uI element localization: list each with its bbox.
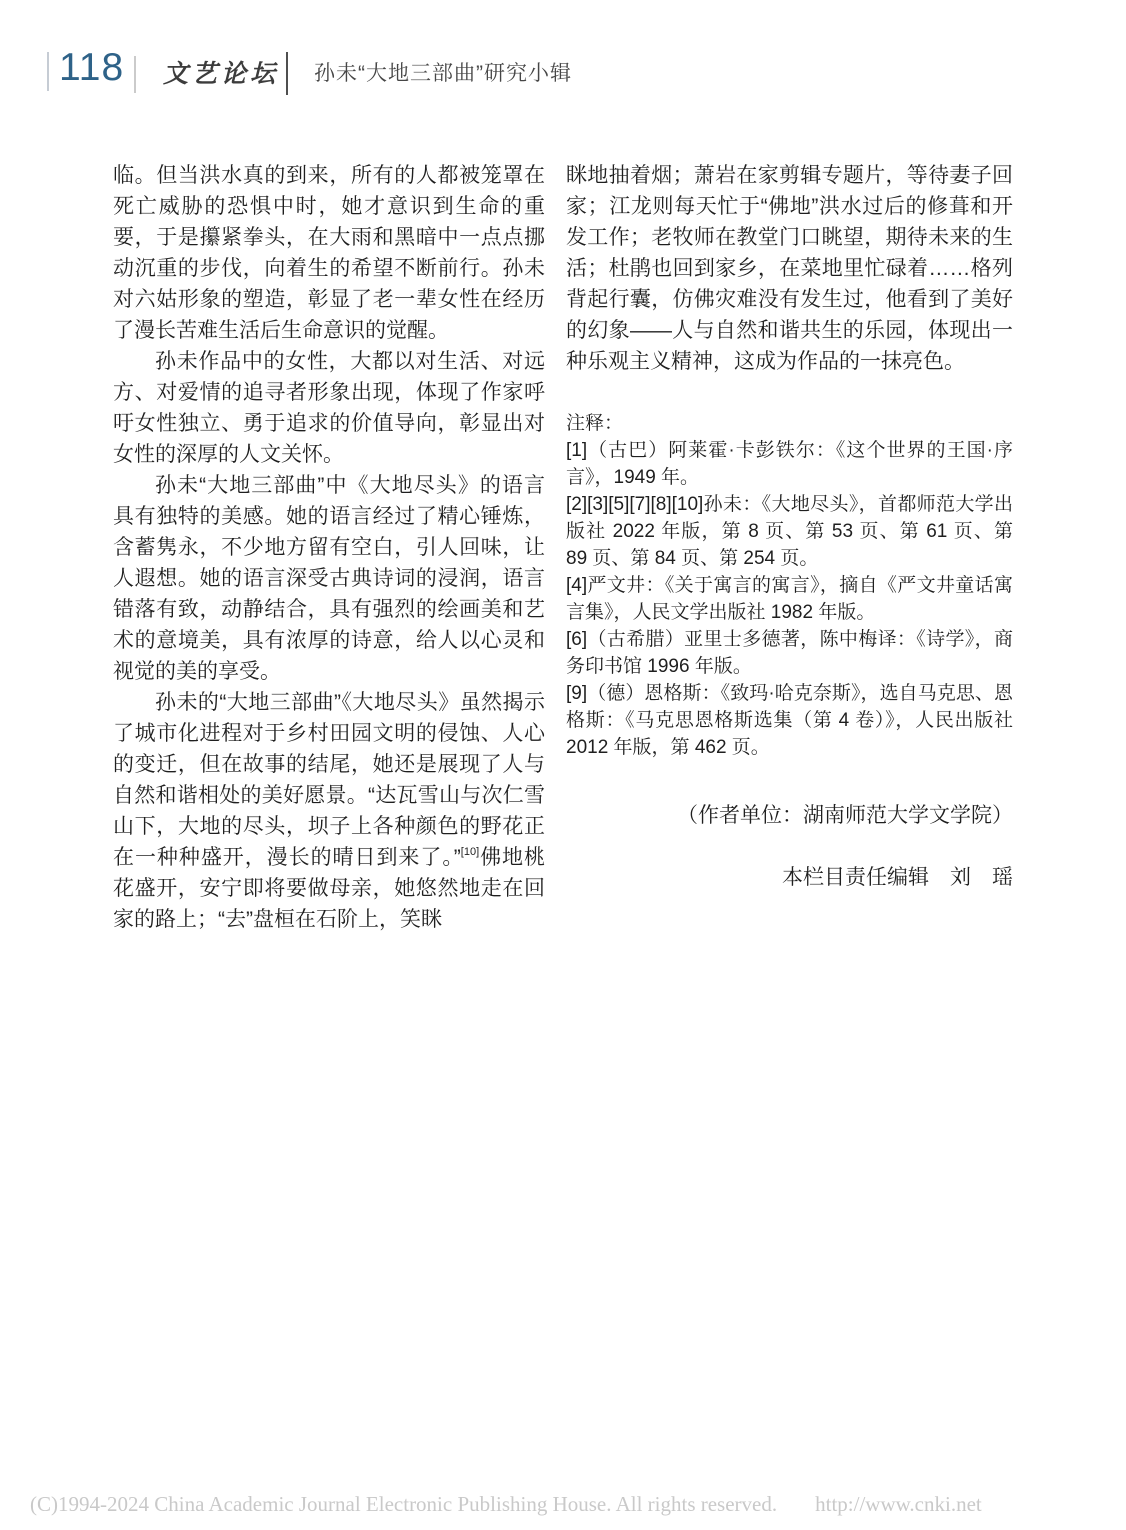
paragraph: 孙未“大地三部曲”中《大地尽头》的语言具有独特的美感。她的语言经过了精心锤炼，含蓄隽永，不少地方留有空白，引人回味，让人遐想。她的语言深受古典诗词的浸润，语言错落有致，动静结合，具有强烈的绘画美和艺术的意境美，具有浓厚的诗意，给人以心灵和视觉的美的享受。 — [113, 474, 545, 683]
footnote-reference: [10] — [460, 846, 480, 858]
column-editor: 本栏目责任编辑 刘 瑶 — [782, 866, 1013, 889]
paragraph-text: 佛地桃花盛开，安宁即将要做母亲，她悠然地走在回家的路上；“去”盘桓在石阶上，笑眯 — [113, 846, 546, 931]
paragraph — [113, 687, 545, 935]
copyright-footer — [30, 1489, 1110, 1519]
page-number: 118 — [59, 46, 125, 89]
paragraph-text: 孙未的“大地三部曲”《大地尽头》虽然揭示了城市化进程对于乡村田园文明的侵蚀、人心的变迁，但在故事的结尾，她还是展现了人与自然和谐相处的美好愿景。“达瓦雪山与次仁雪山下，大地的尽头，坝子上各种颜色的野花正在一种种盛开，漫长的晴日到来了。” — [113, 691, 545, 869]
copyright-text: (C)1994-2024 China Academic Journal Electronic Publishing House. All rights reserved. — [30, 1492, 778, 1516]
author-affiliation: （作者单位：湖南师范大学文学院） — [677, 804, 1013, 827]
header-divider-dark — [286, 52, 288, 95]
section-title: 孙未“大地三部曲”研究小辑 — [314, 62, 572, 85]
publisher-url: http://www.cnki.net — [815, 1492, 982, 1516]
journal-logo: 文艺论坛 — [163, 60, 280, 88]
note-item: [4]严文井：《关于寓言的寓言》，摘自《严文井童话寓言集》，人民文学出版社 1982 年版。 — [566, 575, 1013, 623]
note-item: [6]（古希腊）亚里士多德著，陈中梅译：《诗学》，商务印书馆 1996 年版。 — [566, 629, 1013, 677]
left-edge-rule — [47, 52, 49, 91]
header-divider-light — [134, 56, 136, 93]
paragraph: 孙未作品中的女性，大都以对生活、对远方、对爱情的追寻者形象出现，体现了作家呼吁女性独立、勇于追求的价值导向，彰显出对女性的深厚的人文关怀。 — [113, 350, 545, 466]
notes-section — [566, 410, 1013, 761]
notes-heading: 注释： — [566, 413, 624, 434]
note-item: [9]（德）恩格斯：《致玛·哈克奈斯》，选自马克思、恩格斯：《马克思恩格斯选集（第 4 卷）》，人民出版社 2012 年版，第 462 页。 — [566, 683, 1013, 758]
paragraph: 临。但当洪水真的到来，所有的人都被笼罩在死亡威胁的恐惧中时，她才意识到生命的重要，于是攥紧拳头，在大雨和黑暗中一点点挪动沉重的步伐，向着生的希望不断前行。孙未对六姑形象的塑造，彰显了老一辈女性在经历了漫长苦难生活后生命意识的觉醒。 — [113, 164, 545, 342]
paragraph: 眯地抽着烟；萧岩在家剪辑专题片，等待妻子回家；江龙则每天忙于“佛地”洪水过后的修葺和开发工作；老牧师在教堂门口眺望，期待未来的生活；杜鹃也回到家乡，在菜地里忙碌着……格列背起行囊，仿佛灾难没有发生过，他看到了美好的幻象——人与自然和谐共生的乐园，体现出一种乐观主义精神，这成为作品的一抹亮色。 — [566, 164, 1013, 373]
right-column — [566, 160, 1013, 893]
note-item: [2][3][5][7][8][10]孙未：《大地尽头》，首都师范大学出版社 2022 年版，第 8 页、第 53 页、第 61 页、第 89 页、第 84 页、第 254 页。 — [566, 494, 1013, 569]
note-item: [1]（古巴）阿莱霍·卡彭铁尔：《这个世界的王国·序言》，1949 年。 — [566, 440, 1013, 488]
left-column — [113, 160, 545, 935]
